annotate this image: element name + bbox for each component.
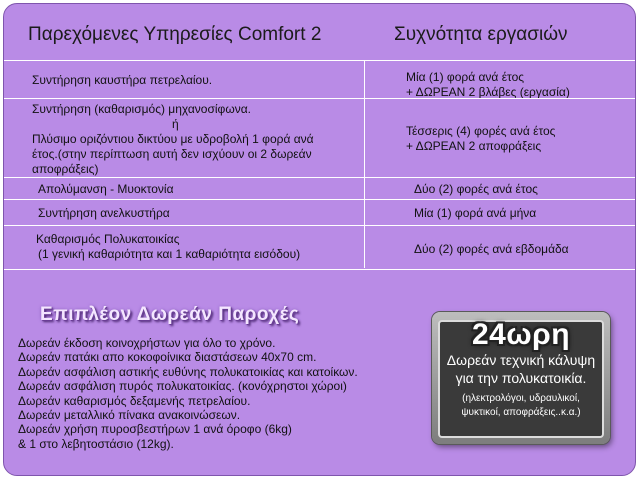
table-row (4, 225, 636, 270)
list-item: Δωρεάν καθαρισμός δεξαμενής πετρελαίου. (18, 393, 251, 408)
frequency-cell (414, 206, 536, 221)
support-badge (432, 312, 610, 444)
service-cell (32, 102, 314, 177)
service-cell (38, 206, 170, 221)
service-line: Απολύμανση - Μυοκτονία (38, 182, 174, 196)
frequency-line: Μία (1) φορά ανά μήνα (414, 206, 537, 220)
badge-title: 24ωρη (471, 318, 571, 351)
badge-note-line: ψυκτικοί, αποφράξεις..κ.α.) (461, 407, 581, 418)
frequency-line: Μία (1) φορά ανά έτος (406, 70, 525, 84)
list-item: Δωρεάν χρήση πυροσβεστήρων 1 ανά όροφο (6kg) (18, 422, 292, 437)
badge-note (440, 392, 602, 420)
list-item: Δωρεάν έκδοση κοινοχρήστων για όλο το χρόνο. (18, 336, 276, 350)
services-table (4, 60, 636, 270)
table-row (4, 177, 636, 200)
service-line: ή (172, 117, 179, 131)
badge-note-line: (ηλεκτρολόγοι, υδραυλικοί, (462, 393, 580, 404)
frequency-line: Δύο (2) φορές ανά έτος (414, 182, 538, 196)
service-line: Συντήρηση (καθαρισμός) μηχανοσίφωνα. (32, 102, 251, 116)
extras-title: Επιπλέον Δωρεάν Παροχές (40, 304, 300, 325)
service-line: Συντήρηση καυστήρα πετρελαίου. (32, 73, 213, 87)
table-row (4, 60, 636, 99)
list-item: Δωρεάν ασφάλιση αστικής ευθύνης πολυκατοικίας και κατοίκων. (18, 364, 358, 379)
frequency-cell (406, 70, 570, 100)
frequency-header: Συχνότητα εργασιών (394, 24, 568, 45)
frequency-line: + ΔΩΡΕΑΝ 2 βλάβες (εργασία) (406, 85, 570, 99)
list-item: Δωρεάν πατάκι απο κοκοφοίνικα διαστάσεων 40x70 cm. (18, 350, 317, 365)
frequency-line: + ΔΩΡΕΑΝ 2 αποφράξεις (406, 139, 542, 153)
table-row (4, 199, 636, 226)
support-badge-screen (438, 320, 604, 438)
badge-line: Δωρεάν τεχνική κάλυψη (446, 352, 596, 368)
service-cell (38, 182, 174, 197)
table-row (4, 98, 636, 178)
service-line: έτος.(στην περίπτωση αυτή δεν ισχύουν οι 2 δωρεάν (32, 147, 312, 161)
frequency-cell (406, 124, 555, 154)
services-header: Παρεχόμενες Υπηρεσίες Comfort 2 (28, 24, 322, 45)
frequency-line: Δύο (2) φορές ανά εβδομάδα (414, 242, 569, 256)
service-line: Συντήρηση ανελκυστήρα (38, 206, 170, 220)
badge-line: για την πολυκατοικία. (455, 370, 587, 386)
service-line: (1 γενική καθαριότητα και 1 καθαριότητα εισόδου) (38, 247, 301, 261)
service-line: αποφράξεις) (32, 162, 99, 176)
frequency-cell (414, 242, 569, 257)
frequency-line: Τέσσερις (4) φορές ανά έτος (406, 124, 556, 138)
service-line: Πλύσιμο οριζόντιου δικτύου με υδροβολή 1 φορά ανά (32, 132, 314, 146)
extras-list (18, 336, 398, 451)
frequency-cell (414, 182, 538, 197)
services-panel (3, 3, 636, 476)
list-item: Δωρεάν ασφάλιση πυρός πολυκατοικίας. (κονόχρηστοι χώροι) (18, 379, 347, 394)
service-cell (32, 73, 212, 88)
service-line: Καθαρισμός Πολυκατοικίας (36, 232, 180, 246)
service-cell (36, 232, 300, 262)
list-item: Δωρεάν μεταλλικό πίνακα ανακοινώσεων. (18, 408, 241, 423)
list-item: & 1 στο λεβητοστάσιο (12kg). (18, 436, 174, 451)
